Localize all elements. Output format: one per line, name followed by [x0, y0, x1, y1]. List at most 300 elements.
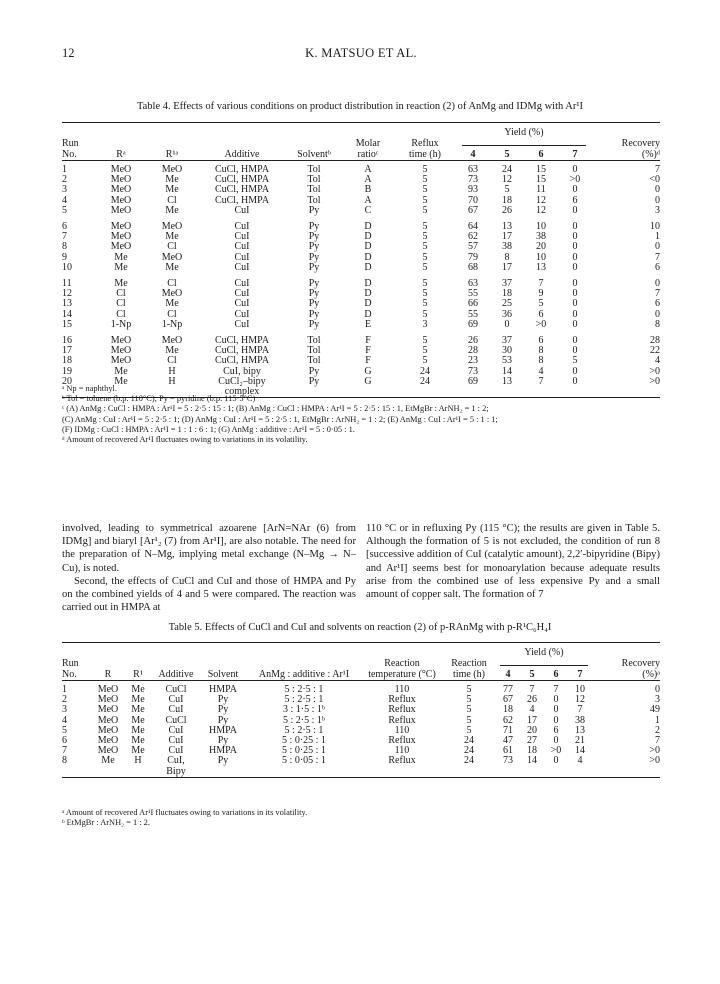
table-row: [62, 185, 660, 195]
t4-cell-r1-a: Me: [165, 174, 179, 186]
t4-cell-reflux-time: 24: [420, 365, 430, 377]
t4-cell-r1-a: 1-Np: [161, 318, 183, 330]
t4-cell-r1-a: MeO: [161, 221, 183, 233]
t4-cell-r1-a: Me: [165, 345, 179, 357]
table-row: [62, 346, 660, 356]
t5-cell-yield-6: 0: [553, 694, 559, 706]
t4-cell-molar-ratio: D: [364, 298, 372, 310]
t4-cell-molar-ratio: F: [365, 345, 371, 357]
footnote: ᶜ (A) AnMg : CuCl : HMPA : Ar¹I = 5 : 2·5 : 15 : 1; (B) AnMg : CuCl : HMPA : Ar¹I = 5 : 2·5 : 15 : 1, EtMgBr : ArNH₂ = 1 : 2;: [62, 404, 489, 414]
t4-cell-additive: CuI: [234, 204, 250, 216]
t5-cell-recovery: 49: [650, 704, 660, 716]
table4-body: [62, 165, 660, 398]
t5-cell-solvent: Py: [217, 755, 229, 767]
table4-caption: Table 4. Effects of various conditions on product distribution in reaction (2) of AnMg and IDMg with Ar¹I: [136, 101, 584, 112]
t4-cell-r-a: MeO: [110, 345, 132, 357]
t4-cell-additive-cont: complex: [224, 386, 260, 398]
t4-cell-r-a: Me: [114, 278, 128, 290]
t4-cell-solvent: Py: [308, 318, 320, 330]
t4-cell-additive: CuI, bipy: [223, 365, 261, 377]
t4-cell-yield-6: 11: [536, 184, 546, 196]
t5-head-y6: 6: [553, 669, 559, 680]
t4-cell-r-a: Me: [114, 365, 128, 377]
t4-cell-yield-7: 0: [572, 204, 578, 216]
t5-head-recovery-unit: (%)ᵃ: [642, 669, 660, 680]
t5-cell-time: 24: [464, 745, 474, 757]
t5-cell-yield-5: 14: [527, 755, 537, 767]
t4-cell-yield-5: 14: [502, 365, 512, 377]
t4-cell-yield-7: 0: [572, 221, 578, 233]
t5-cell-run-no: 8: [62, 755, 67, 767]
t5-cell-time: 5: [466, 714, 472, 726]
t4-cell-yield-6: 15: [536, 174, 546, 186]
t4-cell-r1-a: Cl: [167, 355, 177, 367]
t4-cell-yield-4: 64: [468, 221, 478, 233]
table-row: [62, 175, 660, 185]
t5-cell-additive: CuI: [168, 694, 184, 706]
t4-cell-yield-6: 6: [538, 335, 544, 347]
t4-cell-additive: CuCl, HMPA: [214, 345, 270, 357]
t4-head-ratio: ratioᶜ: [357, 149, 379, 160]
t5-cell-ratio: 5 : 2·5 : 1: [284, 724, 324, 736]
t5-cell-run-no: 7: [62, 745, 67, 757]
t4-cell-molar-ratio: D: [364, 261, 372, 273]
t5-cell-solvent: Py: [217, 735, 229, 747]
t4-cell-yield-6: 10: [536, 221, 546, 233]
t5-cell-yield-7: 12: [575, 694, 585, 706]
t5-cell-additive: CuI: [168, 704, 184, 716]
t4-cell-yield-6: 5: [538, 298, 544, 310]
t4-cell-run-no: 3: [62, 184, 67, 196]
t4-cell-run-no: 8: [62, 241, 67, 253]
t4-cell-yield-4: 73: [468, 174, 478, 186]
t4-cell-yield-5: 18: [502, 194, 512, 206]
t4-cell-recovery: 0: [655, 308, 660, 320]
t4-cell-yield-5: 36: [502, 308, 512, 320]
t4-cell-reflux-time: 5: [422, 174, 428, 186]
t5-cell-recovery: 7: [655, 735, 660, 747]
t4-cell-run-no: 19: [62, 365, 72, 377]
t5-cell-time: 24: [464, 755, 474, 767]
table-row: [62, 206, 660, 216]
table-row: [62, 196, 660, 206]
t4-cell-additive: CuI: [234, 308, 250, 320]
t4-cell-run-no: 6: [62, 221, 67, 233]
t5-cell-yield-6: 6: [553, 724, 559, 736]
t5-cell-solvent: Py: [217, 714, 229, 726]
t4-cell-r1-a: Me: [165, 184, 179, 196]
t4-cell-yield-7: 0: [572, 365, 578, 377]
t4-cell-r-a: Cl: [116, 308, 126, 320]
t4-cell-run-no: 14: [62, 308, 72, 320]
t4-yield-header: Yield (%): [504, 127, 544, 138]
t4-cell-additive: CuCl, HMPA: [214, 164, 270, 175]
body-column-left: [62, 522, 356, 614]
t4-cell-recovery: 6: [655, 298, 660, 310]
t4-cell-solvent: Py: [308, 231, 320, 243]
t4-cell-r1-a: Cl: [167, 308, 177, 320]
t4-cell-molar-ratio: D: [364, 241, 372, 253]
t4-cell-yield-4: 57: [468, 241, 478, 253]
t4-cell-recovery: 7: [655, 288, 660, 300]
t5-cell-time: 5: [466, 684, 472, 695]
t4-cell-yield-5: 37: [502, 335, 512, 347]
table5-footnotes: [62, 808, 307, 828]
t4-cell-molar-ratio: B: [364, 184, 372, 196]
t4-cell-yield-7: 6: [572, 194, 578, 206]
t4-cell-solvent: Py: [308, 251, 320, 263]
t4-cell-molar-ratio: D: [364, 308, 372, 320]
t4-cell-run-no: 10: [62, 261, 72, 273]
t4-cell-yield-4: 63: [468, 278, 478, 290]
t4-cell-recovery: 8: [655, 318, 660, 330]
t4-cell-yield-4: 26: [468, 335, 478, 347]
t5-cell-r: MeO: [97, 735, 119, 747]
t4-cell-yield-6: >0: [535, 318, 547, 330]
t4-cell-molar-ratio: F: [365, 355, 371, 367]
t5-cell-temperature: 110: [394, 745, 410, 757]
t4-cell-recovery: 10: [650, 221, 660, 233]
t5-cell-yield-6: 0: [553, 704, 559, 716]
t5-cell-r: MeO: [97, 704, 119, 716]
t4-cell-reflux-time: 5: [422, 204, 428, 216]
t4-cell-reflux-time: 5: [422, 298, 428, 310]
t5-cell-ratio: 5 : 0·25 : 1: [282, 745, 326, 757]
t5-cell-r1: Me: [131, 745, 145, 757]
t4-cell-yield-4: 79: [468, 251, 478, 263]
t4-cell-r-a: MeO: [110, 204, 132, 216]
t5-cell-recovery: 0: [655, 684, 660, 695]
t4-cell-solvent: Py: [308, 204, 320, 216]
t4-cell-yield-6: 8: [538, 355, 544, 367]
t4-cell-r-a: MeO: [110, 241, 132, 253]
t4-head-run: Run: [62, 138, 79, 149]
t4-cell-recovery: 7: [655, 251, 660, 263]
t5-cell-time: 5: [466, 724, 472, 736]
t5-cell-yield-4: 47: [503, 735, 513, 747]
t4-cell-additive: CuI: [234, 241, 250, 253]
t4-cell-recovery: 22: [650, 345, 660, 357]
t5-cell-run-no: 1: [62, 684, 67, 695]
t4-cell-additive: CuI: [234, 221, 250, 233]
t4-cell-yield-5: 37: [502, 278, 512, 290]
t4-cell-yield-6: 10: [536, 251, 546, 263]
t5-cell-yield-5: 26: [527, 694, 537, 706]
t5-cell-yield-7: 38: [575, 714, 585, 726]
t5-cell-run-no: 2: [62, 694, 67, 706]
t5-cell-temperature: Reflux: [388, 694, 416, 706]
t4-cell-additive: CuCl₂–bipy: [218, 375, 266, 387]
table-row-continuation: [62, 767, 660, 778]
t5-head-ratio: AnMg : additive : Ar¹I: [258, 669, 350, 680]
t5-cell-yield-5: 4: [529, 704, 535, 716]
t4-cell-r1-a: Me: [165, 231, 179, 243]
t4-cell-additive: CuCl, HMPA: [214, 194, 270, 206]
table-row: [62, 289, 660, 299]
t4-cell-r1-a: H: [168, 375, 176, 387]
t4-cell-solvent: Py: [308, 288, 320, 300]
t4-cell-yield-5: 53: [502, 355, 512, 367]
t5-cell-r: Me: [101, 755, 115, 767]
t4-cell-solvent: Tol: [307, 164, 321, 175]
t5-cell-r1: Me: [131, 694, 145, 706]
t5-cell-temperature: 110: [394, 724, 410, 736]
t5-cell-recovery: >0: [649, 755, 660, 767]
t5-cell-r: MeO: [97, 724, 119, 736]
t4-cell-yield-7: 5: [572, 355, 578, 367]
t4-cell-yield-7: 0: [572, 345, 578, 357]
footnote: (F) IDMg : CuCl : HMPA : Ar¹I = 1 : 1 : 6 : 1; (G) AnMg : additive : Ar¹I = 5 : 0·05 : 1.: [62, 424, 355, 434]
t4-cell-yield-7: >0: [569, 174, 581, 186]
table-row: [62, 756, 660, 766]
t5-cell-yield-5: 27: [527, 735, 537, 747]
t5-head-y5: 5: [529, 669, 535, 680]
t4-cell-r-a: MeO: [110, 164, 132, 175]
t5-cell-yield-7: 4: [577, 755, 583, 767]
t4-cell-additive: CuCl, HMPA: [214, 184, 270, 196]
t4-cell-run-no: 15: [62, 318, 72, 330]
t5-cell-r: MeO: [97, 745, 119, 757]
t4-cell-reflux-time: 5: [422, 345, 428, 357]
t4-cell-solvent: Py: [308, 365, 320, 377]
t4-cell-recovery: 0: [655, 194, 660, 206]
t4-cell-yield-6: 38: [536, 231, 546, 243]
t4-cell-molar-ratio: A: [364, 164, 372, 175]
t5-cell-additive: CuI: [168, 745, 184, 757]
t5-cell-additive: CuI: [168, 735, 184, 747]
t4-cell-yield-4: 70: [468, 194, 478, 206]
t5-cell-yield-6: >0: [550, 745, 562, 757]
t4-cell-r1-a: Cl: [167, 194, 177, 206]
t5-cell-recovery: 3: [655, 694, 660, 706]
t4-cell-recovery: 6: [655, 261, 660, 273]
t4-cell-r1-a: H: [168, 365, 176, 377]
table5: [62, 642, 660, 780]
t4-cell-molar-ratio: F: [365, 335, 371, 347]
table-row: [62, 310, 660, 320]
t5-cell-temperature: 110: [394, 684, 410, 695]
t4-cell-recovery: 7: [655, 164, 660, 175]
t4-head-recovery: Recovery: [621, 138, 660, 149]
t4-cell-yield-7: 0: [572, 184, 578, 196]
t4-cell-yield-7: 0: [572, 278, 578, 290]
t5-head-temp-unit: temperature (°C): [368, 669, 436, 680]
t4-cell-reflux-time: 24: [420, 375, 430, 387]
t5-cell-r: MeO: [97, 694, 119, 706]
t4-cell-yield-4: 63: [468, 164, 478, 175]
t4-cell-recovery: 28: [650, 335, 660, 347]
t5-cell-yield-4: 71: [503, 724, 513, 736]
t4-cell-recovery: 3: [655, 204, 660, 216]
page-number: 12: [62, 46, 75, 60]
table-row: [62, 279, 660, 289]
t4-cell-yield-6: 8: [538, 345, 544, 357]
t4-cell-additive: CuI: [234, 288, 250, 300]
t4-head-molar: Molar: [355, 138, 381, 149]
t4-cell-yield-5: 17: [502, 261, 512, 273]
t5-cell-yield-6: 7: [553, 684, 559, 695]
t4-cell-additive: CuI: [234, 261, 250, 273]
t4-cell-additive: CuCl, HMPA: [214, 335, 270, 347]
t4-cell-yield-5: 8: [504, 251, 510, 263]
t4-cell-run-no: 2: [62, 174, 67, 186]
t4-cell-yield-5: 17: [502, 231, 512, 243]
t5-cell-temperature: Reflux: [388, 735, 416, 747]
t5-head-r: R: [104, 669, 112, 680]
t5-cell-recovery: 2: [655, 724, 660, 736]
t4-cell-reflux-time: 5: [422, 278, 428, 290]
t4-head-r1a: R¹ᵃ: [165, 149, 179, 160]
t4-cell-yield-5: 5: [504, 184, 510, 196]
t4-cell-yield-7: 0: [572, 375, 578, 387]
t5-cell-temperature: Reflux: [388, 714, 416, 726]
t5-cell-ratio: 3 : 1·5 : 1ᵇ: [283, 704, 325, 716]
t5-cell-r1: Me: [131, 735, 145, 747]
t4-cell-solvent: Tol: [307, 355, 321, 367]
t4-cell-solvent: Tol: [307, 335, 321, 347]
t4-cell-yield-6: 7: [538, 375, 544, 387]
t5-cell-r1: Me: [131, 704, 145, 716]
t4-cell-reflux-time: 5: [422, 231, 428, 243]
t4-cell-yield-5: 26: [502, 204, 512, 216]
t4-cell-molar-ratio: G: [364, 375, 372, 387]
t4-cell-solvent: Py: [308, 241, 320, 253]
t5-cell-additive: CuCl: [165, 684, 187, 695]
t5-cell-run-no: 4: [62, 714, 67, 726]
t4-cell-molar-ratio: A: [364, 194, 372, 206]
t4-head-reflux: Reflux: [411, 138, 439, 149]
t4-cell-reflux-time: 5: [422, 335, 428, 347]
t5-cell-run-no: 3: [62, 704, 67, 716]
t4-cell-reflux-time: 3: [422, 318, 428, 330]
t5-cell-additive: CuCl: [165, 714, 187, 726]
t4-cell-yield-4: 69: [468, 318, 478, 330]
table-row: [62, 746, 660, 756]
t4-cell-yield-4: 55: [468, 308, 478, 320]
t5-cell-additive: CuI,: [167, 755, 185, 767]
t5-head-time-unit: time (h): [453, 669, 485, 680]
t4-cell-molar-ratio: E: [364, 318, 372, 330]
t4-cell-r-a: Me: [114, 261, 128, 273]
t4-cell-reflux-time: 5: [422, 355, 428, 367]
t4-cell-r-a: Me: [114, 375, 128, 387]
footnote: ᵇ Tol = toluene (b.p. 110°C); Py = pyridine (b.p. 115·5°C): [62, 394, 256, 404]
t5-cell-ratio: 5 : 0·25 : 1: [282, 735, 326, 747]
t4-cell-yield-5: 18: [502, 288, 512, 300]
t4-cell-run-no: 7: [62, 231, 67, 243]
t5-cell-r1: Me: [131, 724, 145, 736]
t4-head-y4: 4: [470, 149, 476, 160]
t4-head-solvent: Solventᵇ: [297, 149, 331, 160]
t4-cell-r1-a: Me: [165, 204, 179, 216]
t4-cell-additive: CuI: [234, 298, 250, 310]
t5-cell-recovery: 1: [655, 714, 660, 726]
t5-cell-solvent: HMPA: [209, 684, 237, 695]
paragraph: Second, the effects of CuCl and CuI and those of HMPA and Py on the combined yields of 4 and 5 were compared. The reaction was carried out in HMPA at: [62, 575, 356, 614]
t4-cell-run-no: 18: [62, 355, 72, 367]
t4-cell-recovery: 0: [655, 184, 660, 196]
table-row: [62, 336, 660, 346]
t5-head-run: Run: [62, 658, 79, 669]
t4-cell-molar-ratio: D: [364, 221, 372, 233]
t4-cell-r1-a: Me: [165, 261, 179, 273]
t5-cell-ratio: 5 : 2·5 : 1: [284, 684, 324, 695]
t5-cell-recovery: >0: [649, 745, 660, 757]
t4-cell-reflux-time: 5: [422, 184, 428, 196]
t4-cell-yield-7: 0: [572, 318, 578, 330]
t5-cell-additive: CuI: [168, 724, 184, 736]
t4-cell-molar-ratio: A: [364, 174, 372, 186]
t5-cell-yield-7: 10: [575, 684, 585, 695]
t4-cell-solvent: Py: [308, 308, 320, 320]
t4-cell-yield-5: 25: [502, 298, 512, 310]
t4-cell-run-no: 20: [62, 375, 72, 387]
t4-cell-r1-a: Me: [165, 298, 179, 310]
t4-head-no: No.: [62, 149, 77, 160]
t4-cell-yield-4: 62: [468, 231, 478, 243]
t5-cell-ratio: 5 : 2·5 : 1: [284, 694, 324, 706]
t4-cell-run-no: 1: [62, 164, 67, 175]
t4-cell-additive: CuI: [234, 231, 250, 243]
t4-cell-reflux-time: 5: [422, 164, 428, 175]
t4-cell-yield-5: 38: [502, 241, 512, 253]
t4-cell-solvent: Py: [308, 221, 320, 233]
t4-cell-yield-4: 28: [468, 345, 478, 357]
t4-cell-yield-6: 6: [538, 308, 544, 320]
t4-cell-yield-6: 20: [536, 241, 546, 253]
t5-head-additive: Additive: [158, 669, 194, 680]
t4-cell-yield-7: 0: [572, 251, 578, 263]
t4-cell-yield-4: 68: [468, 261, 478, 273]
t4-cell-recovery: 0: [655, 278, 660, 290]
t4-cell-r-a: MeO: [110, 174, 132, 186]
t4-cell-run-no: 13: [62, 298, 72, 310]
t4-cell-run-no: 16: [62, 335, 72, 347]
t4-cell-solvent: Py: [308, 261, 320, 273]
t4-cell-reflux-time: 5: [422, 308, 428, 320]
t4-cell-solvent: Py: [308, 375, 320, 387]
t5-head-temp: Reaction: [384, 658, 420, 669]
t5-cell-yield-5: 17: [527, 714, 537, 726]
t5-cell-temperature: Reflux: [388, 755, 416, 767]
table-row: [62, 320, 660, 330]
t5-cell-yield-6: 0: [553, 755, 559, 767]
t4-cell-yield-4: 55: [468, 288, 478, 300]
paragraph: involved, leading to symmetrical azoarene [ArN=NAr (6) from IDMg] and biaryl [Ar¹₂ (7) from Ar¹I], are also notable. The need for the preparation of N–Mg, implying metal exchange (N–Mg → N–Cu), is noted.: [62, 523, 356, 574]
table-row: [62, 705, 660, 715]
t4-cell-reflux-time: 5: [422, 251, 428, 263]
table-row: [62, 685, 660, 695]
t4-cell-reflux-time: 5: [422, 241, 428, 253]
table5-caption: Table 5. Effects of CuCl and CuI and solvents on reaction (2) of p-RAnMg with p-R¹C₆H₄I: [168, 622, 552, 633]
t4-cell-yield-6: 7: [538, 278, 544, 290]
t4-cell-yield-7: 0: [572, 288, 578, 300]
t5-cell-yield-6: 0: [553, 735, 559, 747]
t4-cell-r-a: MeO: [110, 221, 132, 233]
t4-cell-reflux-time: 5: [422, 261, 428, 273]
t5-cell-ratio: 5 : 0·05 : 1: [282, 755, 326, 767]
t5-cell-ratio: 5 : 2·5 : 1ᵇ: [283, 714, 325, 726]
t5-head-time: Reaction: [451, 658, 487, 669]
table-row: [62, 232, 660, 242]
t5-head-recovery: Recovery: [621, 658, 660, 669]
t4-cell-r1-a: Cl: [167, 241, 177, 253]
t4-cell-run-no: 9: [62, 251, 67, 263]
t4-cell-molar-ratio: D: [364, 231, 372, 243]
t4-cell-yield-5: 24: [502, 164, 512, 175]
running-header: [62, 46, 660, 62]
body-column-right: [366, 522, 660, 601]
